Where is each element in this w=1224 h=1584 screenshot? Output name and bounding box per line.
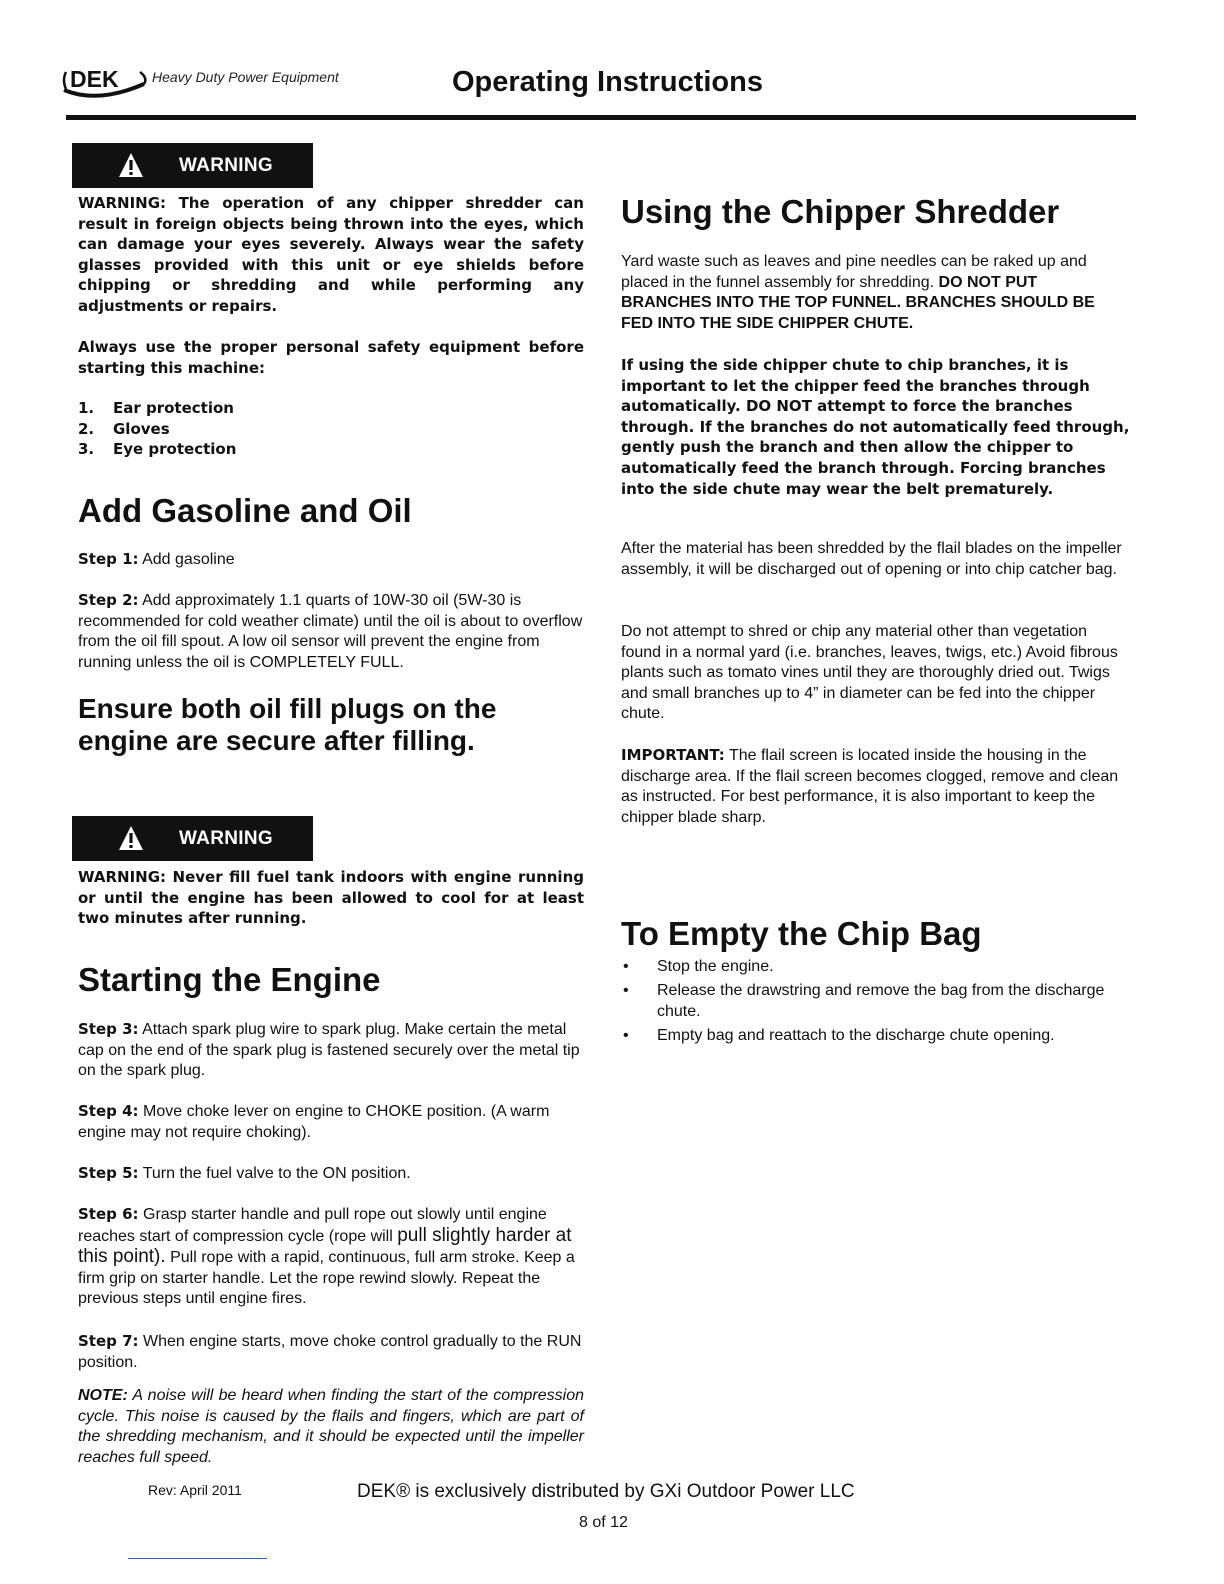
warning-text-fuel: WARNING: Never fill fuel tank indoors with engine running or until the engine has been allowed to cool for at least two minutes after running. <box>78 868 584 928</box>
yard-waste-paragraph: Yard waste such as leaves and pine needles can be raked up and placed in the funnel assembly for shredding. DO NOT PUT BRANCHES INTO THE TOP FUNNEL. BRANCHES SHOULD BE FED INTO THE SIDE CHIPPER CHUTE. <box>621 253 1095 332</box>
footer-link-line <box>128 1558 267 1559</box>
chip-bag-list <box>621 956 1111 1049</box>
page-title: Operating Instructions <box>452 66 763 98</box>
safety-intro: Always use the proper personal safety equipment before starting this machine: <box>78 338 584 377</box>
important-paragraph: IMPORTANT: The flail screen is located inside the housing in the discharge area. If the flail screen becomes clogged, remove and clean as instructed. For best performance, it is also important to keep the chipper blade sharp. <box>621 746 1119 826</box>
section-heading-gasoline: Add Gasoline and Oil <box>78 492 412 529</box>
chip-bag-step: • Release the drawstring and remove the bag from the discharge chute. <box>623 982 1105 1020</box>
oil-plugs-heading: Ensure both oil fill plugs on the engine are secure after filling. <box>78 693 497 756</box>
header-divider <box>66 115 1136 120</box>
note: NOTE: A noise will be heard when finding the start of the compression cycle. This noise is caused by the flails and fingers, which are part of the shredding mechanism, and it should be expected until the impeller reaches full speed. <box>78 1387 584 1466</box>
logo-text: DEK <box>70 66 119 92</box>
warning-banner <box>72 143 313 188</box>
safety-item: 3. Eye protection <box>78 440 237 459</box>
section-heading-chip-bag: To Empty the Chip Bag <box>621 915 982 952</box>
chip-bag-step: • Stop the engine. <box>623 958 774 975</box>
side-chute-paragraph: If using the side chipper chute to chip branches, it is important to let the chipper feed the branches through automatically. DO NOT attempt to force the branches through. If the branches do not automatically feed through, gently push the branch and then allow the chipper to automatically feed the branch through. Forcing branches into the side chute may wear the belt prematurely. <box>621 356 1130 498</box>
footer-revision: Rev: April 2011 <box>148 1482 242 1498</box>
warning-label: WARNING <box>179 155 273 176</box>
warning-banner-fuel <box>72 816 313 861</box>
step-2: Step 2: Add approximately 1.1 quarts of 10W-30 oil (5W-30 is recommended for cold weather climate) until the oil is about to overflow from the oil fill spout. A low oil sensor will prevent the engine from running unless the oil is COMPLETELY FULL. <box>78 591 583 671</box>
do-not-paragraph: Do not attempt to shred or chip any material other than vegetation found in a normal yard (i.e. branches, leaves, twigs, etc.) Avoid fibrous plants such as tomato vines until they are thoroughly dried out. Twigs and small branches up to 4” in diameter can be fed into the chipper chute. <box>621 623 1118 723</box>
step-1: Step 1: Add gasoline <box>78 550 235 568</box>
warning-label: WARNING <box>179 828 273 849</box>
step-7: Step 7: When engine starts, move choke control gradually to the RUN position. <box>78 1332 582 1371</box>
step-4: Step 4: Move choke lever on engine to CHOKE position. (A warm engine may not require choking). <box>78 1102 550 1141</box>
warning-triangle-icon <box>118 825 144 851</box>
step-6: Step 6: Grasp starter handle and pull rope out slowly until engine reaches start of compression cycle (rope will pull slightly harder at this point). Pull rope with a rapid, continuous, full arm stroke. Keep a firm grip on starter handle. Let the rope rewind slowly. Repeat the previous steps until engine fires. <box>78 1205 575 1308</box>
header-tagline: Heavy Duty Power Equipment <box>152 69 339 85</box>
step-3: Step 3: Attach spark plug wire to spark plug. Make certain the metal cap on the end of the spark plug is fastened securely over the metal tip on the spark plug. <box>78 1020 580 1080</box>
warning-triangle-icon <box>118 152 144 178</box>
chip-bag-step: • Empty bag and reattach to the discharge chute opening. <box>623 1027 1055 1044</box>
safety-list <box>78 398 584 460</box>
page-number: 8 of 12 <box>579 1514 628 1531</box>
dek-logo <box>58 62 158 100</box>
safety-item: 1. Ear protection <box>78 399 234 417</box>
safety-item: 2. Gloves <box>78 419 170 438</box>
warning-text-eyes: WARNING: The operation of any chipper shredder can result in foreign objects being thrown into the eyes, which can damage your eyes severely. Always wear the safety glasses provided with this unit or eye shields before chipping or shredding and while performing any adjustments or repairs. <box>78 194 584 315</box>
footer-distribution: DEK® is exclusively distributed by GXi Outdoor Power LLC <box>357 1481 855 1502</box>
section-heading-engine: Starting the Engine <box>78 961 381 998</box>
section-heading-chipper: Using the Chipper Shredder <box>621 193 1060 230</box>
step-5: Step 5: Turn the fuel valve to the ON position. <box>78 1164 411 1182</box>
shredded-paragraph: After the material has been shredded by the flail blades on the impeller assembly, it will be discharged out of opening or into chip catcher bag. <box>621 540 1122 578</box>
